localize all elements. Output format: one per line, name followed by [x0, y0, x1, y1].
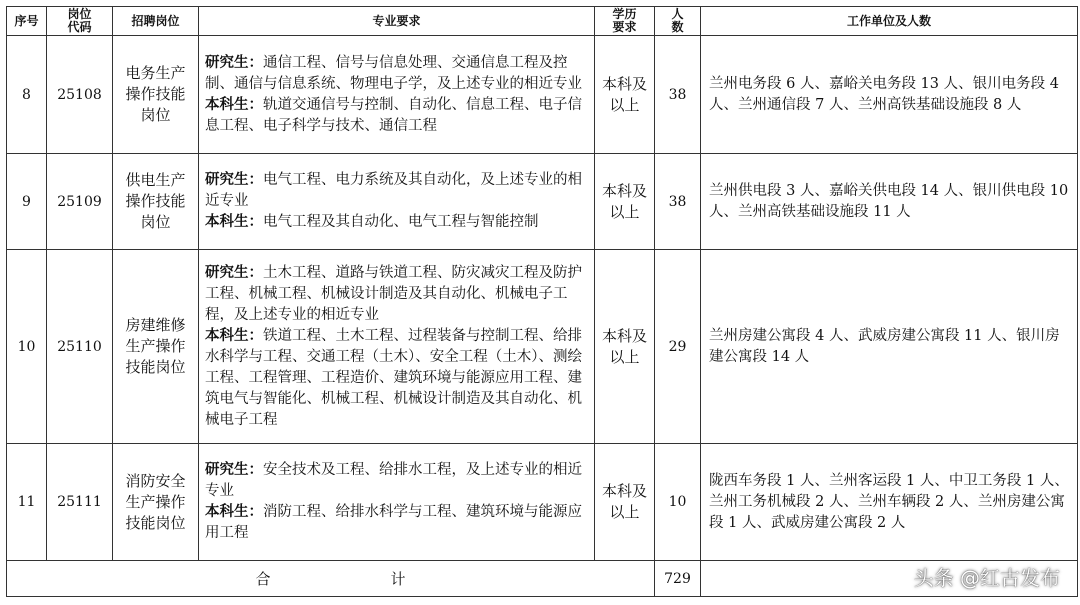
grad-text: 通信工程、信号与信息处理、交通信息工程及控制、通信与信息系统、物理电子学，及上述专业的相近专业 — [205, 54, 582, 92]
header-post: 招聘岗位 — [113, 7, 199, 36]
row-units: 陇西车务段 1 人、兰州客运段 1 人、中卫工务段 1 人、兰州工务机械段 2 人、兰州车辆段 2 人、兰州房建公寓段 1 人、武威房建公寓段 2 人 — [701, 444, 1078, 561]
grad-label: 研究生： — [205, 172, 263, 188]
grad-text: 电气工程、电力系统及其自动化，及上述专业的相近专业 — [205, 172, 582, 209]
header-units: 工作单位及人数 — [701, 7, 1078, 36]
total-label — [7, 561, 655, 597]
header-row — [7, 7, 1078, 36]
row-major — [199, 444, 595, 561]
grad-text: 安全技术及工程、给排水工程，及上述专业的相近专业 — [205, 462, 582, 499]
row-post: 房建维修生产操作技能岗位 — [113, 250, 199, 444]
ug-text: 轨道交通信号与控制、自动化、信息工程、电子信息工程、电子科学与技术、通信工程 — [205, 96, 582, 134]
row-code: 25111 — [47, 444, 113, 561]
table-row — [7, 444, 1078, 561]
header-seq: 序号 — [7, 7, 47, 36]
ug-label: 本科生： — [205, 214, 263, 230]
table-row — [7, 250, 1078, 444]
row-seq: 8 — [7, 36, 47, 154]
row-seq: 9 — [7, 154, 47, 250]
grad-text: 土木工程、道路与铁道工程、防灾减灾工程及防护工程、机械工程、机械设计制造及其自动化、机械电子工程，及上述专业的相近专业 — [205, 264, 582, 323]
ug-text: 电气工程及其自动化、电气工程与智能控制 — [263, 214, 539, 230]
row-count: 10 — [655, 444, 701, 561]
ug-label: 本科生： — [205, 504, 263, 520]
row-edu: 本科及以上 — [595, 444, 655, 561]
ug-text: 铁道工程、土木工程、过程装备与控制工程、给排水科学与工程、交通工程（土木）、安全工程（土木）、测绘工程、工程管理、工程造价、建筑环境与能源应用工程、建筑电气与智能化、机械工程、机械设计制造及其自动化、机械电子工程 — [205, 327, 582, 428]
row-units: 兰州电务段 6 人、嘉峪关电务段 13 人、银川电务段 4 人、兰州通信段 7 人、兰州高铁基础设施段 8 人 — [701, 36, 1078, 154]
watermark: 头条 @红古发布 — [913, 566, 1060, 590]
table-row — [7, 36, 1078, 154]
grad-label: 研究生： — [205, 264, 263, 281]
row-count: 38 — [655, 36, 701, 154]
recruitment-table — [6, 6, 1078, 597]
total-label-b: 计 — [390, 570, 406, 588]
total-label-a: 合 — [255, 570, 271, 588]
row-count: 38 — [655, 154, 701, 250]
row-code: 25110 — [47, 250, 113, 444]
row-seq: 10 — [7, 250, 47, 444]
row-major — [199, 250, 595, 444]
row-post: 电务生产操作技能岗位 — [113, 36, 199, 154]
ug-text: 消防工程、给排水科学与工程、建筑环境与能源应用工程 — [205, 504, 582, 541]
row-post: 供电生产操作技能岗位 — [113, 154, 199, 250]
row-count: 29 — [655, 250, 701, 444]
row-seq: 11 — [7, 444, 47, 561]
table-row — [7, 154, 1078, 250]
header-edu: 学历要求 — [595, 7, 655, 36]
row-post: 消防安全生产操作技能岗位 — [113, 444, 199, 561]
row-edu: 本科及以上 — [595, 250, 655, 444]
row-units: 兰州房建公寓段 4 人、武威房建公寓段 11 人、银川房建公寓段 14 人 — [701, 250, 1078, 444]
header-count: 人数 — [655, 7, 701, 36]
header-major: 专业要求 — [199, 7, 595, 36]
row-major — [199, 36, 595, 154]
total-count: 729 — [655, 561, 701, 597]
grad-label: 研究生： — [205, 54, 263, 71]
row-units: 兰州供电段 3 人、嘉峪关供电段 14 人、银川供电段 10 人、兰州高铁基础设施段 11 人 — [701, 154, 1078, 250]
row-edu: 本科及以上 — [595, 154, 655, 250]
header-code: 岗位代码 — [47, 7, 113, 36]
ug-label: 本科生： — [205, 327, 263, 344]
row-edu: 本科及以上 — [595, 36, 655, 154]
grad-label: 研究生： — [205, 462, 263, 478]
ug-label: 本科生： — [205, 96, 263, 113]
row-major — [199, 154, 595, 250]
row-code: 25109 — [47, 154, 113, 250]
row-code: 25108 — [47, 36, 113, 154]
